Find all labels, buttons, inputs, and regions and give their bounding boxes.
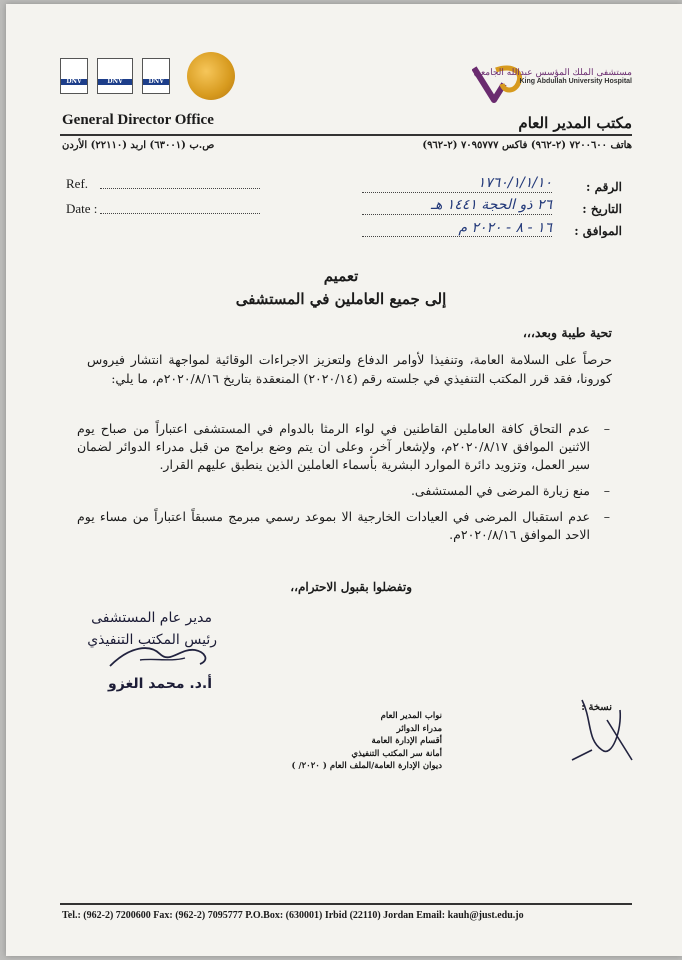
iso-cert-logo: DNV bbox=[60, 58, 88, 94]
signatory-name: أ.د. محمد الغزو bbox=[108, 676, 212, 692]
memo-subtitle: إلى جميع العاملين في المستشفى bbox=[235, 290, 447, 308]
signatory-title: مدير عام المستشفى bbox=[91, 610, 212, 626]
cc-item: مدراء الدوائر bbox=[396, 723, 442, 734]
number-value: ١٧٦٠/١/١/١٠ bbox=[477, 175, 552, 191]
footer-rule bbox=[60, 903, 632, 905]
office-title-en: General Director Office bbox=[62, 112, 214, 128]
footer-contact: Tel.: (962-2) 7200600 Fax: (962-2) 7095777 P.O.Box: (630001) Irbid (22110) Jordan Email: kauh@just.edu.jo bbox=[62, 910, 524, 921]
agreed-label-ar: الموافق : bbox=[574, 224, 622, 238]
dnv-registered-logo: DNV bbox=[142, 58, 170, 94]
signatory-role: رئيس المكتب التنفيذي bbox=[87, 632, 217, 648]
hospital-name bbox=[462, 68, 632, 85]
number-label-ar: الرقم : bbox=[586, 180, 622, 194]
cc-item: أمانة سر المكتب التنفيذي bbox=[351, 748, 442, 759]
mgmt-system-cert-logo: DNV bbox=[97, 58, 133, 94]
decision-list bbox=[77, 420, 612, 552]
cc-item: أقسام الإدارة العامة bbox=[371, 736, 442, 746]
cc-signature-scrawl bbox=[562, 690, 642, 780]
decision-item: – عدم التحاق كافة العاملين القاطنين في لواء الرمثا بالدوام في المستشفى اعتباراً من صباح يوم الاثنين الموافق ٢٠٢٠/٨/١٧م، ولإشعار آخر، وعلى ان يتم وضع برامج من قبل مدراء الدوائر لضمان سير العمل، وتزويد دائرة الموارد البشرية بأسماء العاملين الذين ينطبق عليهم القرار. bbox=[77, 420, 612, 474]
date-dotted-line bbox=[100, 201, 260, 214]
certification-logos bbox=[60, 58, 235, 106]
hospital-name-ar: مستشفى الملك المؤسس عبدالله الجامعي bbox=[473, 68, 632, 78]
number-dotted-line bbox=[362, 180, 552, 193]
contact-pobox-ar: ص.ب (٦٣٠٠١) اربد (٢٢١١٠) الأردن bbox=[62, 140, 215, 151]
memo-title: تعميم bbox=[323, 267, 359, 285]
date-label: Date : bbox=[66, 201, 98, 216]
header-rule bbox=[60, 134, 632, 136]
hospital-name-en: King Abdullah University Hospital bbox=[519, 78, 632, 85]
handwritten-signature bbox=[100, 636, 220, 676]
decision-item: – منع زيارة المرضى في المستشفى. bbox=[77, 482, 612, 500]
agreed-dotted-line bbox=[362, 224, 552, 237]
date-ar-dotted-line bbox=[362, 202, 552, 215]
decision-item: – عدم استقبال المرضى في العيادات الخارجية الا بموعد رسمي مبرمج مسبقاً اعتباراً من مساء يوم الاحد الموافق ٢٠٢٠/٨/١٦م. bbox=[77, 508, 612, 544]
ref-label: Ref. bbox=[66, 176, 89, 191]
cc-item: نواب المدير العام bbox=[380, 711, 442, 721]
cc-list bbox=[292, 710, 442, 773]
memo-intro: حرصاً على السلامة العامة، وتنفيذا لأوامر الدفاع ولتعزيز الاجراءات الوقائية لمواجهة انتشار فيروس كورونا، فقد قرر المكتب التنفيذي في جلسته رقم (٢٠٢٠/١٤) المنعقدة بتاريخ ٢٠٢٠/٨/١٦م، ما يلي: bbox=[87, 352, 612, 386]
cc-label: نسخة : bbox=[581, 702, 612, 713]
gold-seal-logo bbox=[187, 52, 235, 100]
memo-greeting: تحية طيبة وبعد،،، bbox=[522, 325, 612, 340]
date-value: ٢٦ ذو الحجة ١٤٤١ هـ bbox=[430, 197, 552, 213]
agreed-value: ١٦ - ٨ - ٢٠٢٠ م bbox=[458, 220, 552, 236]
ref-dotted-line bbox=[100, 176, 260, 189]
memo-closing: وتفضلوا بقبول الاحترام،، bbox=[290, 580, 412, 594]
office-title-ar: مكتب المدير العام bbox=[518, 114, 632, 132]
date-label-ar: التاريخ : bbox=[582, 202, 622, 216]
contact-phone-ar: هاتف ٧٢٠٠٦٠٠ (٢-٩٦٢) فاكس ٧٠٩٥٧٧٧ (٢-٩٦٢) bbox=[422, 140, 632, 151]
cc-item: ديوان الإدارة العامة/الملف العام ( ٢٠٢٠/ ) bbox=[291, 761, 442, 771]
